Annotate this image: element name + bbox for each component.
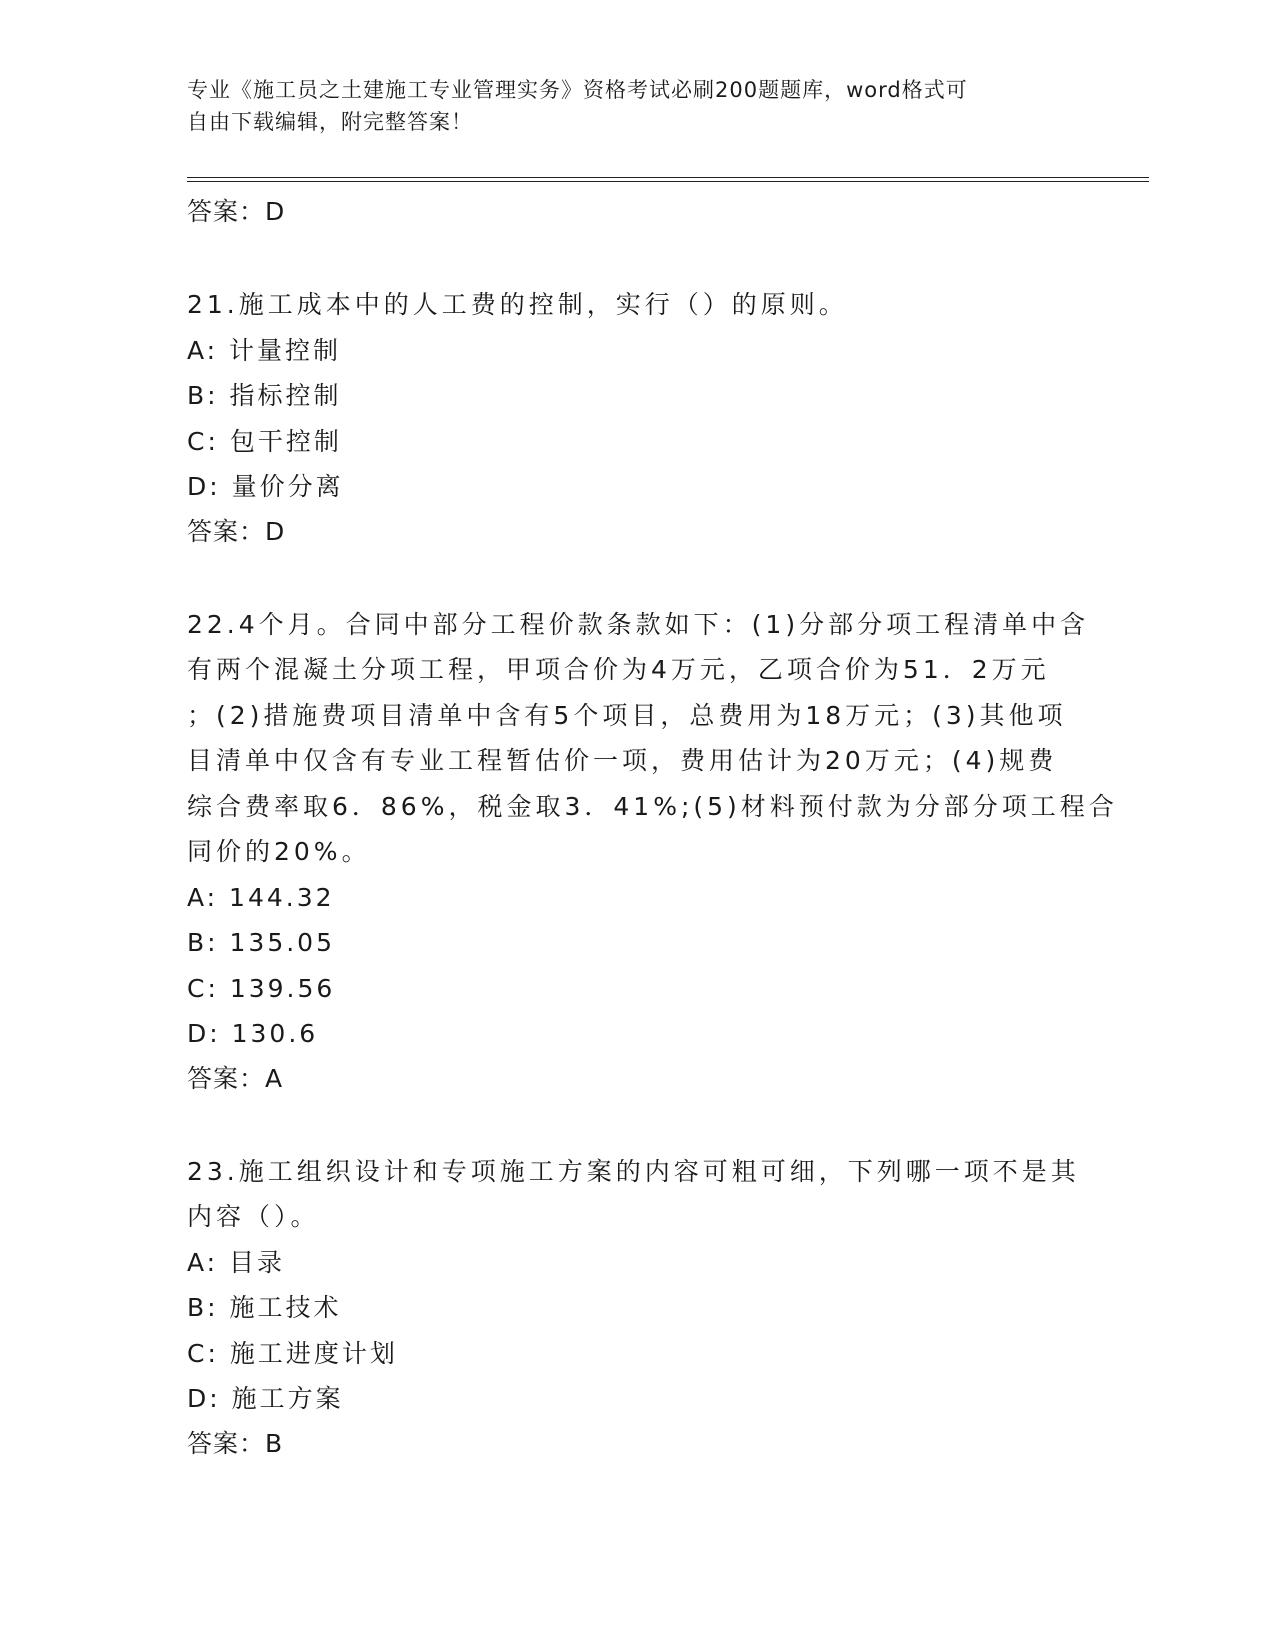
option-a: A: 目录: [187, 1247, 286, 1277]
option-c: C: 包干控制: [187, 426, 342, 456]
answer: 答案：A: [187, 1063, 284, 1093]
question-text-line: 内容（）。: [187, 1202, 320, 1231]
header-rule-thin: [187, 177, 1149, 178]
question-text-line: 22.4个月。合同中部分工程价款条款如下：(1)分部分项工程清单中含: [187, 609, 1090, 639]
answer: 答案：B: [187, 1428, 284, 1458]
question-text-line: 同价的20%。: [187, 837, 371, 866]
option-b: B: 施工技术: [187, 1293, 342, 1322]
question-text-line: 有两个混凝土分项工程，甲项合价为4万元，乙项合价为51．2万元: [187, 655, 1050, 684]
header-rule-thick: [187, 181, 1149, 182]
question-text-line: 综合费率取6．86%，税金取3．41%;(5)材料预付款为分部分项工程合: [187, 791, 1118, 821]
document-header: [187, 74, 1067, 138]
previous-answer: 答案：D: [187, 197, 286, 226]
option-c: C: 139.56: [187, 973, 336, 1003]
option-d: D: 施工方案: [187, 1384, 344, 1413]
answer: 答案：D: [187, 516, 286, 546]
header-line-1: 专业《施工员之土建施工专业管理实务》资格考试必刷200题题库，word格式可: [187, 78, 968, 102]
option-d: D: 量价分离: [187, 472, 344, 501]
spacer: [187, 1101, 1087, 1149]
option-a: A: 计量控制: [187, 335, 342, 365]
question-block-23: [187, 1149, 1087, 1466]
spacer: [187, 234, 1087, 282]
option-a: A: 144.32: [187, 882, 335, 912]
header-line-2: 自由下载编辑，附完整答案！: [187, 110, 473, 134]
question-block-21: [187, 282, 1087, 554]
option-c: C: 施工进度计划: [187, 1338, 398, 1368]
question-text-line: 23.施工组织设计和专项施工方案的内容可粗可细，下列哪一项不是其: [187, 1156, 1080, 1186]
option-b: B: 135.05: [187, 928, 335, 957]
question-text-line: 目清单中仅含有专业工程暂估价一项，费用估计为20万元；(4)规费: [187, 746, 1058, 775]
question-block-22: [187, 602, 1118, 1101]
option-d: D: 130.6: [187, 1019, 319, 1048]
spacer: [187, 554, 1087, 602]
question-text-line: ；(2)措施费项目清单中含有5个项目，总费用为18万元；(3)其他项: [187, 700, 1067, 730]
question-text-line: 21.施工成本中的人工费的控制，实行（）的原则。: [187, 290, 848, 319]
question-list: [187, 190, 1118, 1466]
option-b: B: 指标控制: [187, 381, 342, 410]
